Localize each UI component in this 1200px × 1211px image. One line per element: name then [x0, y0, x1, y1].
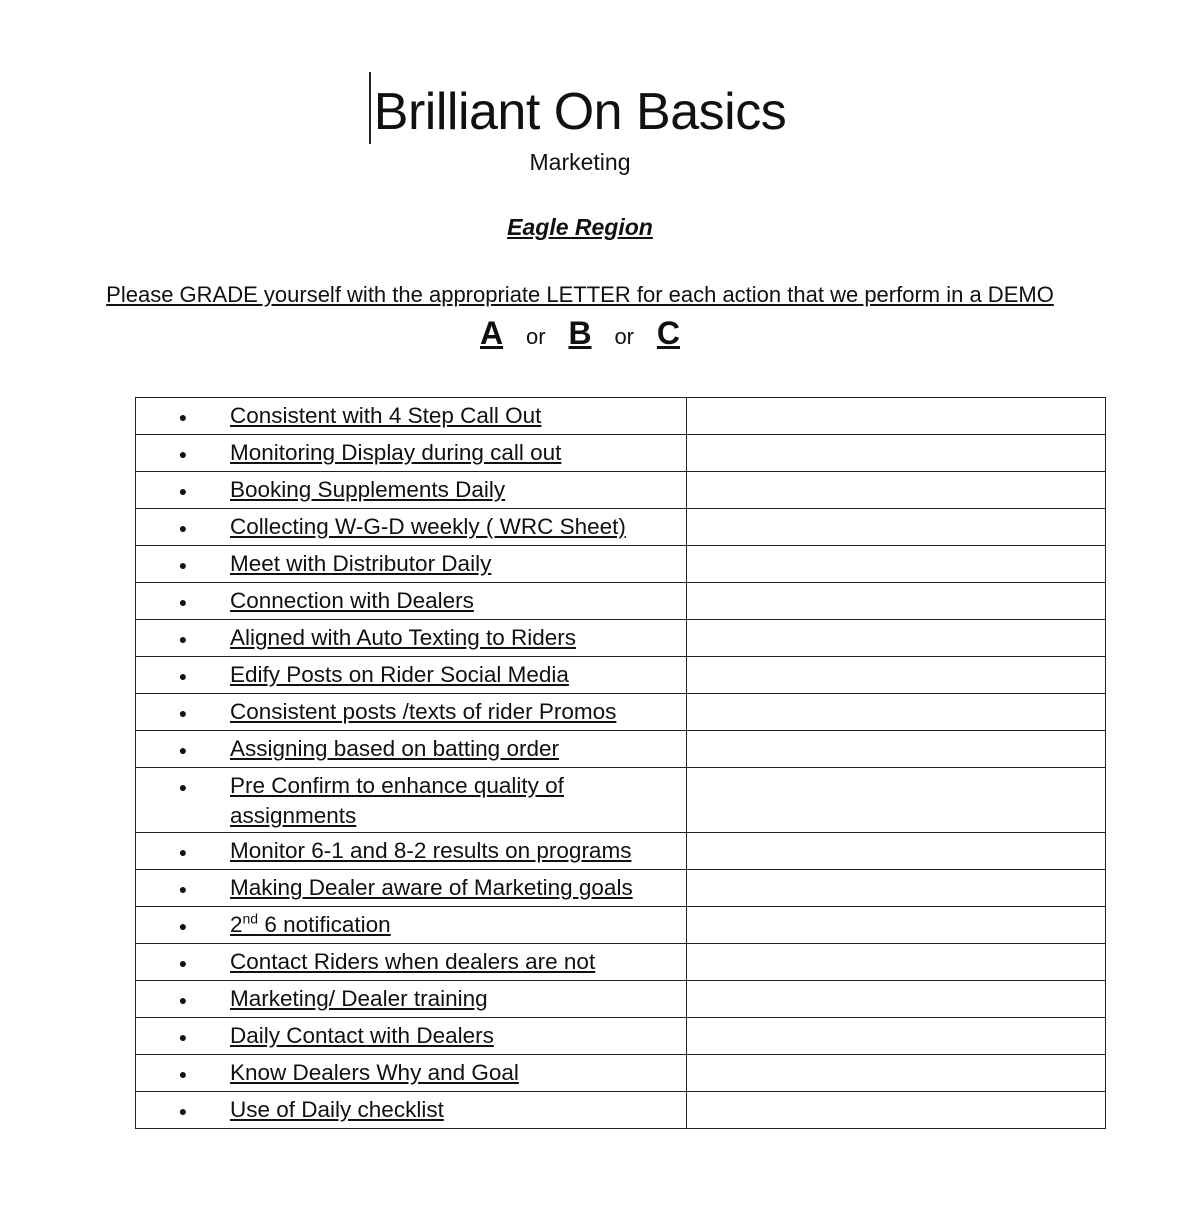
- table-row: [136, 435, 1106, 472]
- bullet-icon: [136, 833, 230, 869]
- bullet-icon: [136, 435, 230, 471]
- bullet-icon: [136, 657, 230, 693]
- table-row: [136, 546, 1106, 583]
- grade-cell[interactable]: [686, 583, 1105, 620]
- checklist-item-label: Marketing/ Dealer training: [230, 986, 488, 1011]
- checklist-item-cell: [136, 435, 687, 472]
- grade-cell[interactable]: [686, 435, 1105, 472]
- checklist-item-label: Use of Daily checklist: [230, 1097, 444, 1122]
- checklist-item-label: Monitoring Display during call out: [230, 440, 562, 465]
- grade-cell[interactable]: [686, 1092, 1105, 1129]
- checklist-item-cell: [136, 768, 687, 833]
- checklist-item-label: Pre Confirm to enhance quality of assignments: [230, 773, 564, 828]
- bullet-icon: [136, 944, 230, 980]
- checklist-item-label: Know Dealers Why and Goal: [230, 1060, 519, 1085]
- grade-cell[interactable]: [686, 546, 1105, 583]
- table-row: [136, 1018, 1106, 1055]
- grade-cell[interactable]: [686, 907, 1105, 944]
- table-row: [136, 870, 1106, 907]
- checklist-item-cell: [136, 731, 687, 768]
- grade-cell[interactable]: [686, 398, 1105, 435]
- checklist-item-label: Contact Riders when dealers are not: [230, 949, 596, 974]
- bullet-icon: [136, 620, 230, 656]
- bullet-icon: [136, 731, 230, 767]
- checklist-table: [135, 397, 1106, 1129]
- ordinal-suffix: nd: [242, 910, 259, 927]
- table-row: [136, 583, 1106, 620]
- grade-cell[interactable]: [686, 472, 1105, 509]
- grade-b: B: [568, 315, 592, 351]
- grading-instruction: Please GRADE yourself with the appropriate LETTER for each action that we perform in a DEMO: [106, 282, 1054, 307]
- checklist-item-label: Collecting W-G-D weekly ( WRC Sheet): [230, 514, 626, 539]
- checklist-item-label: Consistent with 4 Step Call Out: [230, 403, 542, 428]
- checklist-item-cell: [136, 694, 687, 731]
- ordinal-number: 2: [230, 912, 243, 937]
- table-row: [136, 509, 1106, 546]
- page-title-text: Brilliant On Basics: [373, 83, 787, 141]
- grade-cell[interactable]: [686, 620, 1105, 657]
- grade-cell[interactable]: [686, 731, 1105, 768]
- table-row: [136, 657, 1106, 694]
- checklist-item-cell: [136, 583, 687, 620]
- table-row: [136, 1092, 1106, 1129]
- checklist-item-label: Making Dealer aware of Marketing goals: [230, 875, 633, 900]
- checklist-item-cell: [136, 657, 687, 694]
- grade-a: A: [479, 315, 504, 351]
- bullet-icon: [136, 768, 230, 804]
- bullet-icon: [136, 1092, 230, 1128]
- checklist-item-label: Assigning based on batting order: [230, 736, 559, 761]
- grade-cell[interactable]: [686, 981, 1105, 1018]
- grade-cell[interactable]: [686, 768, 1105, 833]
- bullet-icon: [136, 1055, 230, 1091]
- bullet-icon: [136, 398, 230, 434]
- ordinal-remainder: 6 notification: [258, 912, 391, 937]
- checklist-item-label: Consistent posts /texts of rider Promos: [230, 699, 617, 724]
- table-row: [136, 833, 1106, 870]
- table-row: [136, 620, 1106, 657]
- table-row: [136, 981, 1106, 1018]
- bullet-icon: [136, 870, 230, 906]
- region-heading: Eagle Region: [507, 214, 653, 240]
- checklist-item-cell: [136, 907, 687, 944]
- grade-cell[interactable]: [686, 694, 1105, 731]
- table-row: [136, 472, 1106, 509]
- bullet-icon: [136, 546, 230, 582]
- grade-cell[interactable]: [686, 657, 1105, 694]
- checklist-item-cell: [136, 870, 687, 907]
- bullet-icon: [136, 509, 230, 545]
- table-row: [136, 768, 1106, 833]
- grade-or-2: or: [614, 324, 634, 349]
- grade-options: [0, 313, 1160, 357]
- checklist-item-cell: [136, 981, 687, 1018]
- checklist-item-label: Edify Posts on Rider Social Media: [230, 662, 569, 687]
- grade-or-1: or: [525, 324, 546, 349]
- checklist-item-cell: [136, 944, 687, 981]
- bullet-icon: [136, 981, 230, 1017]
- checklist-item-cell: [136, 509, 687, 546]
- table-row: [136, 731, 1106, 768]
- table-row: [136, 907, 1106, 944]
- checklist-item-label: Connection with Dealers: [230, 588, 474, 613]
- grade-cell[interactable]: [686, 944, 1105, 981]
- grade-cell[interactable]: [686, 1018, 1105, 1055]
- table-row: [136, 398, 1106, 435]
- checklist-item-cell: [136, 833, 687, 870]
- bullet-icon: [136, 583, 230, 619]
- page-title: [0, 82, 1160, 142]
- checklist-item-cell: [136, 1018, 687, 1055]
- bullet-icon: [136, 472, 230, 508]
- checklist-item-label: [230, 907, 391, 941]
- checklist-item-cell: [136, 472, 687, 509]
- checklist-item-cell: [136, 1092, 687, 1129]
- table-row: [136, 944, 1106, 981]
- grade-cell[interactable]: [686, 1055, 1105, 1092]
- table-row: [136, 1055, 1106, 1092]
- grade-cell[interactable]: [686, 509, 1105, 546]
- checklist-item-label: Meet with Distributor Daily: [230, 551, 492, 576]
- grade-c: C: [656, 315, 680, 351]
- checklist-item-label: Monitor 6-1 and 8-2 results on programs: [230, 838, 632, 863]
- checklist-item-cell: [136, 1055, 687, 1092]
- grade-cell[interactable]: [686, 833, 1105, 870]
- bullet-icon: [136, 1018, 230, 1054]
- table-row: [136, 694, 1106, 731]
- page-subtitle: Marketing: [529, 149, 631, 175]
- checklist-item-label: Aligned with Auto Texting to Riders: [230, 625, 577, 650]
- bullet-icon: [136, 694, 230, 730]
- checklist-item-label: Booking Supplements Daily: [230, 477, 506, 502]
- bullet-icon: [136, 907, 230, 943]
- grade-cell[interactable]: [686, 870, 1105, 907]
- checklist-item-cell: [136, 620, 687, 657]
- checklist-item-cell: [136, 546, 687, 583]
- checklist-item-cell: [136, 398, 687, 435]
- checklist-item-label: Daily Contact with Dealers: [230, 1023, 494, 1048]
